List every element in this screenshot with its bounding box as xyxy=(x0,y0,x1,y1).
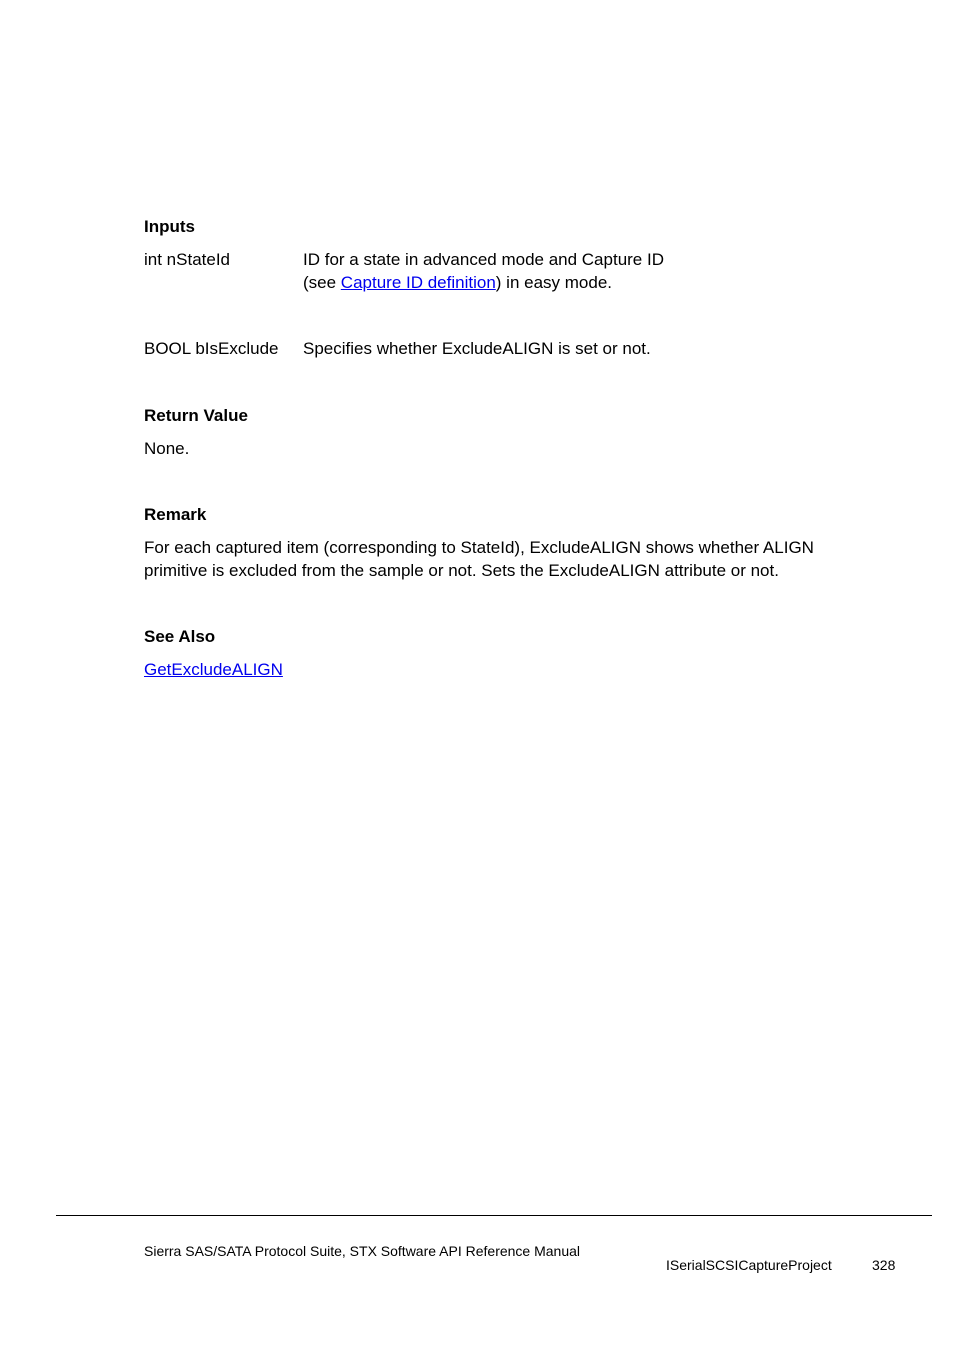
footer-page-number: 328 xyxy=(872,1257,896,1273)
remark-line-2: primitive is excluded from the sample or not. Sets the ExcludeALIGN attribute or not. xyxy=(144,561,779,580)
param-name-nstateid: int nStateId xyxy=(144,250,231,269)
return-value-heading: Return Value xyxy=(144,406,248,425)
inputs-heading: Inputs xyxy=(144,217,195,236)
getexcludealign-link[interactable]: GetExcludeALIGN xyxy=(144,660,283,679)
footer-section-name: ISerialSCSICaptureProject xyxy=(666,1257,832,1273)
capture-id-definition-link[interactable]: Capture ID definition xyxy=(340,273,496,292)
param-desc-nstateid-line2 xyxy=(303,271,612,294)
footer-manual-title: Sierra SAS/SATA Protocol Suite, STX Software API Reference Manual xyxy=(144,1243,581,1259)
param-desc-suffix: ) in easy mode. xyxy=(495,273,613,292)
remark-heading: Remark xyxy=(144,505,207,524)
param-desc-prefix: (see xyxy=(303,273,341,292)
param-desc-bisexclude: Specifies whether ExcludeALIGN is set or not. xyxy=(303,339,651,358)
remark-line-1: For each captured item (corresponding to StateId), ExcludeALIGN shows whether ALIGN xyxy=(144,538,814,557)
see-also-link-wrap xyxy=(144,658,283,681)
param-name-bisexclude: BOOL bIsExclude xyxy=(144,339,279,358)
see-also-heading: See Also xyxy=(144,627,216,646)
footer-divider xyxy=(56,1215,932,1216)
param-desc-nstateid-line1: ID for a state in advanced mode and Capture ID xyxy=(303,250,664,269)
return-value-text: None. xyxy=(144,439,190,458)
